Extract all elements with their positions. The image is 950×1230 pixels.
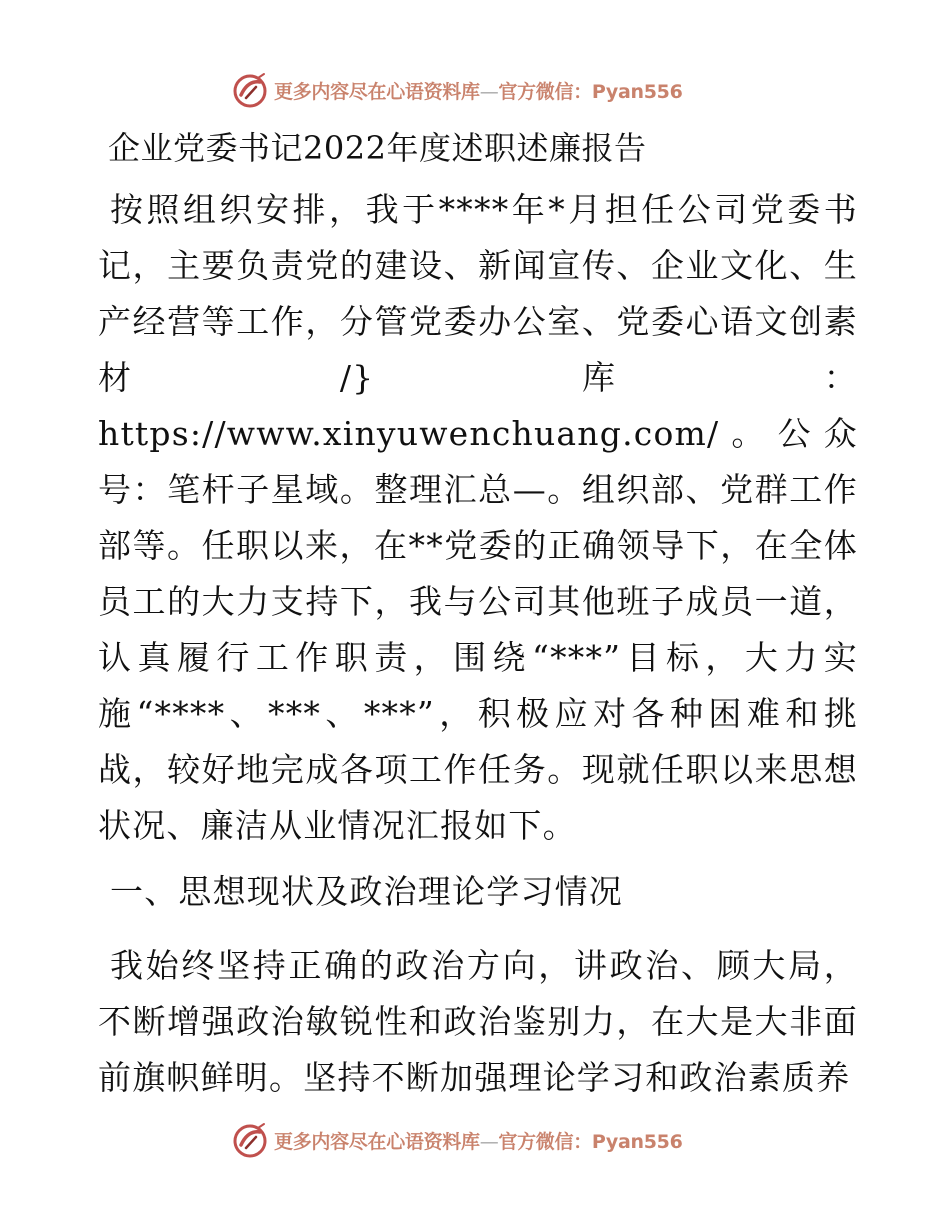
watermark-brand: 更多内容尽在心语资料库 <box>274 80 480 103</box>
watermark-wechat-id: Pyan556 <box>591 1130 683 1153</box>
seal-logo-icon <box>230 70 270 110</box>
paragraph-intro: 按照组织安排，我于****年*月担任公司党委书记，主要负责党的建设、新闻宣传、企业文化、生产经营等工作，分管党委办公室、党委心语文创素材/}库：https://www.xinyuwenchuang.com/。公众号：笔杆子星域。整理汇总—。组织部、党群工作部等。任职以来，在**党委的正确领导下，在全体员工的大力支持下，我与公司其他班子成员一道，认真履行工作职责，围绕“***”目标，大力实施“****、***、***”，积极应对各种困难和挑战，较好地完成各项工作任务。现就任职以来思想状况、廉洁从业情况汇报如下。 <box>98 190 858 845</box>
watermark-separator: — <box>479 1130 499 1153</box>
seal-logo-icon <box>230 1120 270 1160</box>
header-watermark <box>230 70 683 110</box>
document-title: 企业党委书记2022年度述职述廉报告 <box>108 129 647 167</box>
document-body <box>98 120 858 1106</box>
footer-watermark <box>230 1120 683 1160</box>
section-heading-1: 一、思想现状及政治理论学习情况 <box>110 872 623 911</box>
watermark-separator: — <box>479 80 499 103</box>
watermark-text <box>274 77 683 104</box>
watermark-text <box>274 1127 683 1154</box>
paragraph-section-1: 我始终坚持正确的政治方向，讲政治、顾大局，不断增强政治敏锐性和政治鉴别力，在大是大非面前旗帜鲜明。坚持不断加强理论学习和政治素质养 <box>98 946 858 1097</box>
watermark-wechat-id: Pyan556 <box>591 80 683 103</box>
watermark-wechat-label: 官方微信： <box>498 1130 592 1153</box>
watermark-brand: 更多内容尽在心语资料库 <box>274 1130 480 1153</box>
watermark-wechat-label: 官方微信： <box>498 80 592 103</box>
